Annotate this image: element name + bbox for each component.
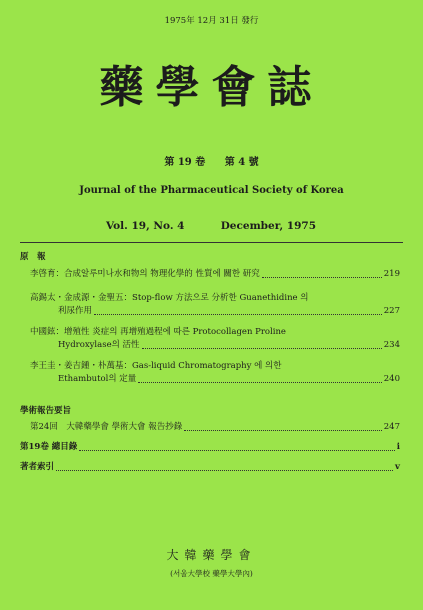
entry-title: 第24回 大韓藥學會 學術大會 報告抄錄 bbox=[30, 422, 183, 432]
dot-leader bbox=[79, 441, 394, 451]
entry-title: 中國鉉：增殖性 炎症의 再增殖過程에 따른 Protocollagen Proline bbox=[30, 327, 286, 337]
publisher-name: 大韓藥學會 bbox=[166, 548, 257, 562]
toc-entry bbox=[30, 360, 400, 386]
section-original-papers: 原 報 bbox=[20, 252, 46, 262]
toc-entry bbox=[30, 421, 400, 434]
entry-title: 著者索引 bbox=[20, 462, 55, 472]
entry-title: 高錫太・金成源・金聖五：Stop-flow 方法으로 分析한 Guanethidine 의 bbox=[30, 293, 309, 303]
toc-entry bbox=[30, 326, 400, 352]
page-number: 227 bbox=[383, 306, 400, 316]
issue-date: 1975年 12月 31日 發行 bbox=[164, 16, 259, 26]
entry-title: 第19卷 總目錄 bbox=[20, 442, 78, 452]
entry-title-cont: Ethambutol의 定量 bbox=[58, 374, 137, 384]
dot-leader bbox=[94, 305, 382, 315]
date-english: December, 1975 bbox=[220, 220, 316, 232]
divider bbox=[20, 242, 403, 243]
dot-leader bbox=[184, 421, 382, 431]
page-number: i bbox=[396, 442, 400, 452]
dot-leader bbox=[262, 268, 382, 278]
page-number: 240 bbox=[383, 374, 400, 384]
dot-leader bbox=[56, 461, 393, 471]
volume-korean: 第 19 卷 bbox=[164, 157, 206, 168]
publisher-address: (서울大學校 藥學大學內) bbox=[170, 569, 253, 578]
page-number: 219 bbox=[383, 269, 400, 279]
dot-leader bbox=[138, 373, 381, 383]
entry-title: 李王圭・姜吉鍾・朴萬基：Gas-liquid Chromatography 에 의한 bbox=[30, 361, 282, 371]
journal-english-title: Journal of the Pharmaceutical Society of Korea bbox=[79, 185, 344, 196]
entry-title-cont: 利尿作用 bbox=[58, 306, 93, 316]
toc-entry-volume-index bbox=[20, 441, 400, 454]
number-korean: 第 4 號 bbox=[224, 157, 259, 168]
journal-title: 藥學會誌 bbox=[99, 62, 324, 113]
toc-entry bbox=[30, 292, 400, 318]
volume-number-korean bbox=[0, 153, 423, 168]
dot-leader bbox=[142, 339, 382, 349]
page-number: 234 bbox=[383, 340, 400, 350]
section-reports: 學術報告要旨 bbox=[20, 406, 72, 416]
toc-entry-author-index bbox=[20, 461, 400, 474]
page-number: v bbox=[395, 462, 400, 472]
entry-title: 李啓育：合成알루미나水和物의 物理化學的 性質에 關한 研究 bbox=[30, 269, 260, 279]
toc-entry bbox=[30, 268, 400, 281]
page-number: 247 bbox=[383, 422, 400, 432]
volume-english: Vol. 19, No. 4 bbox=[106, 220, 185, 232]
entry-title-cont: Hydroxylase의 活性 bbox=[58, 340, 140, 350]
